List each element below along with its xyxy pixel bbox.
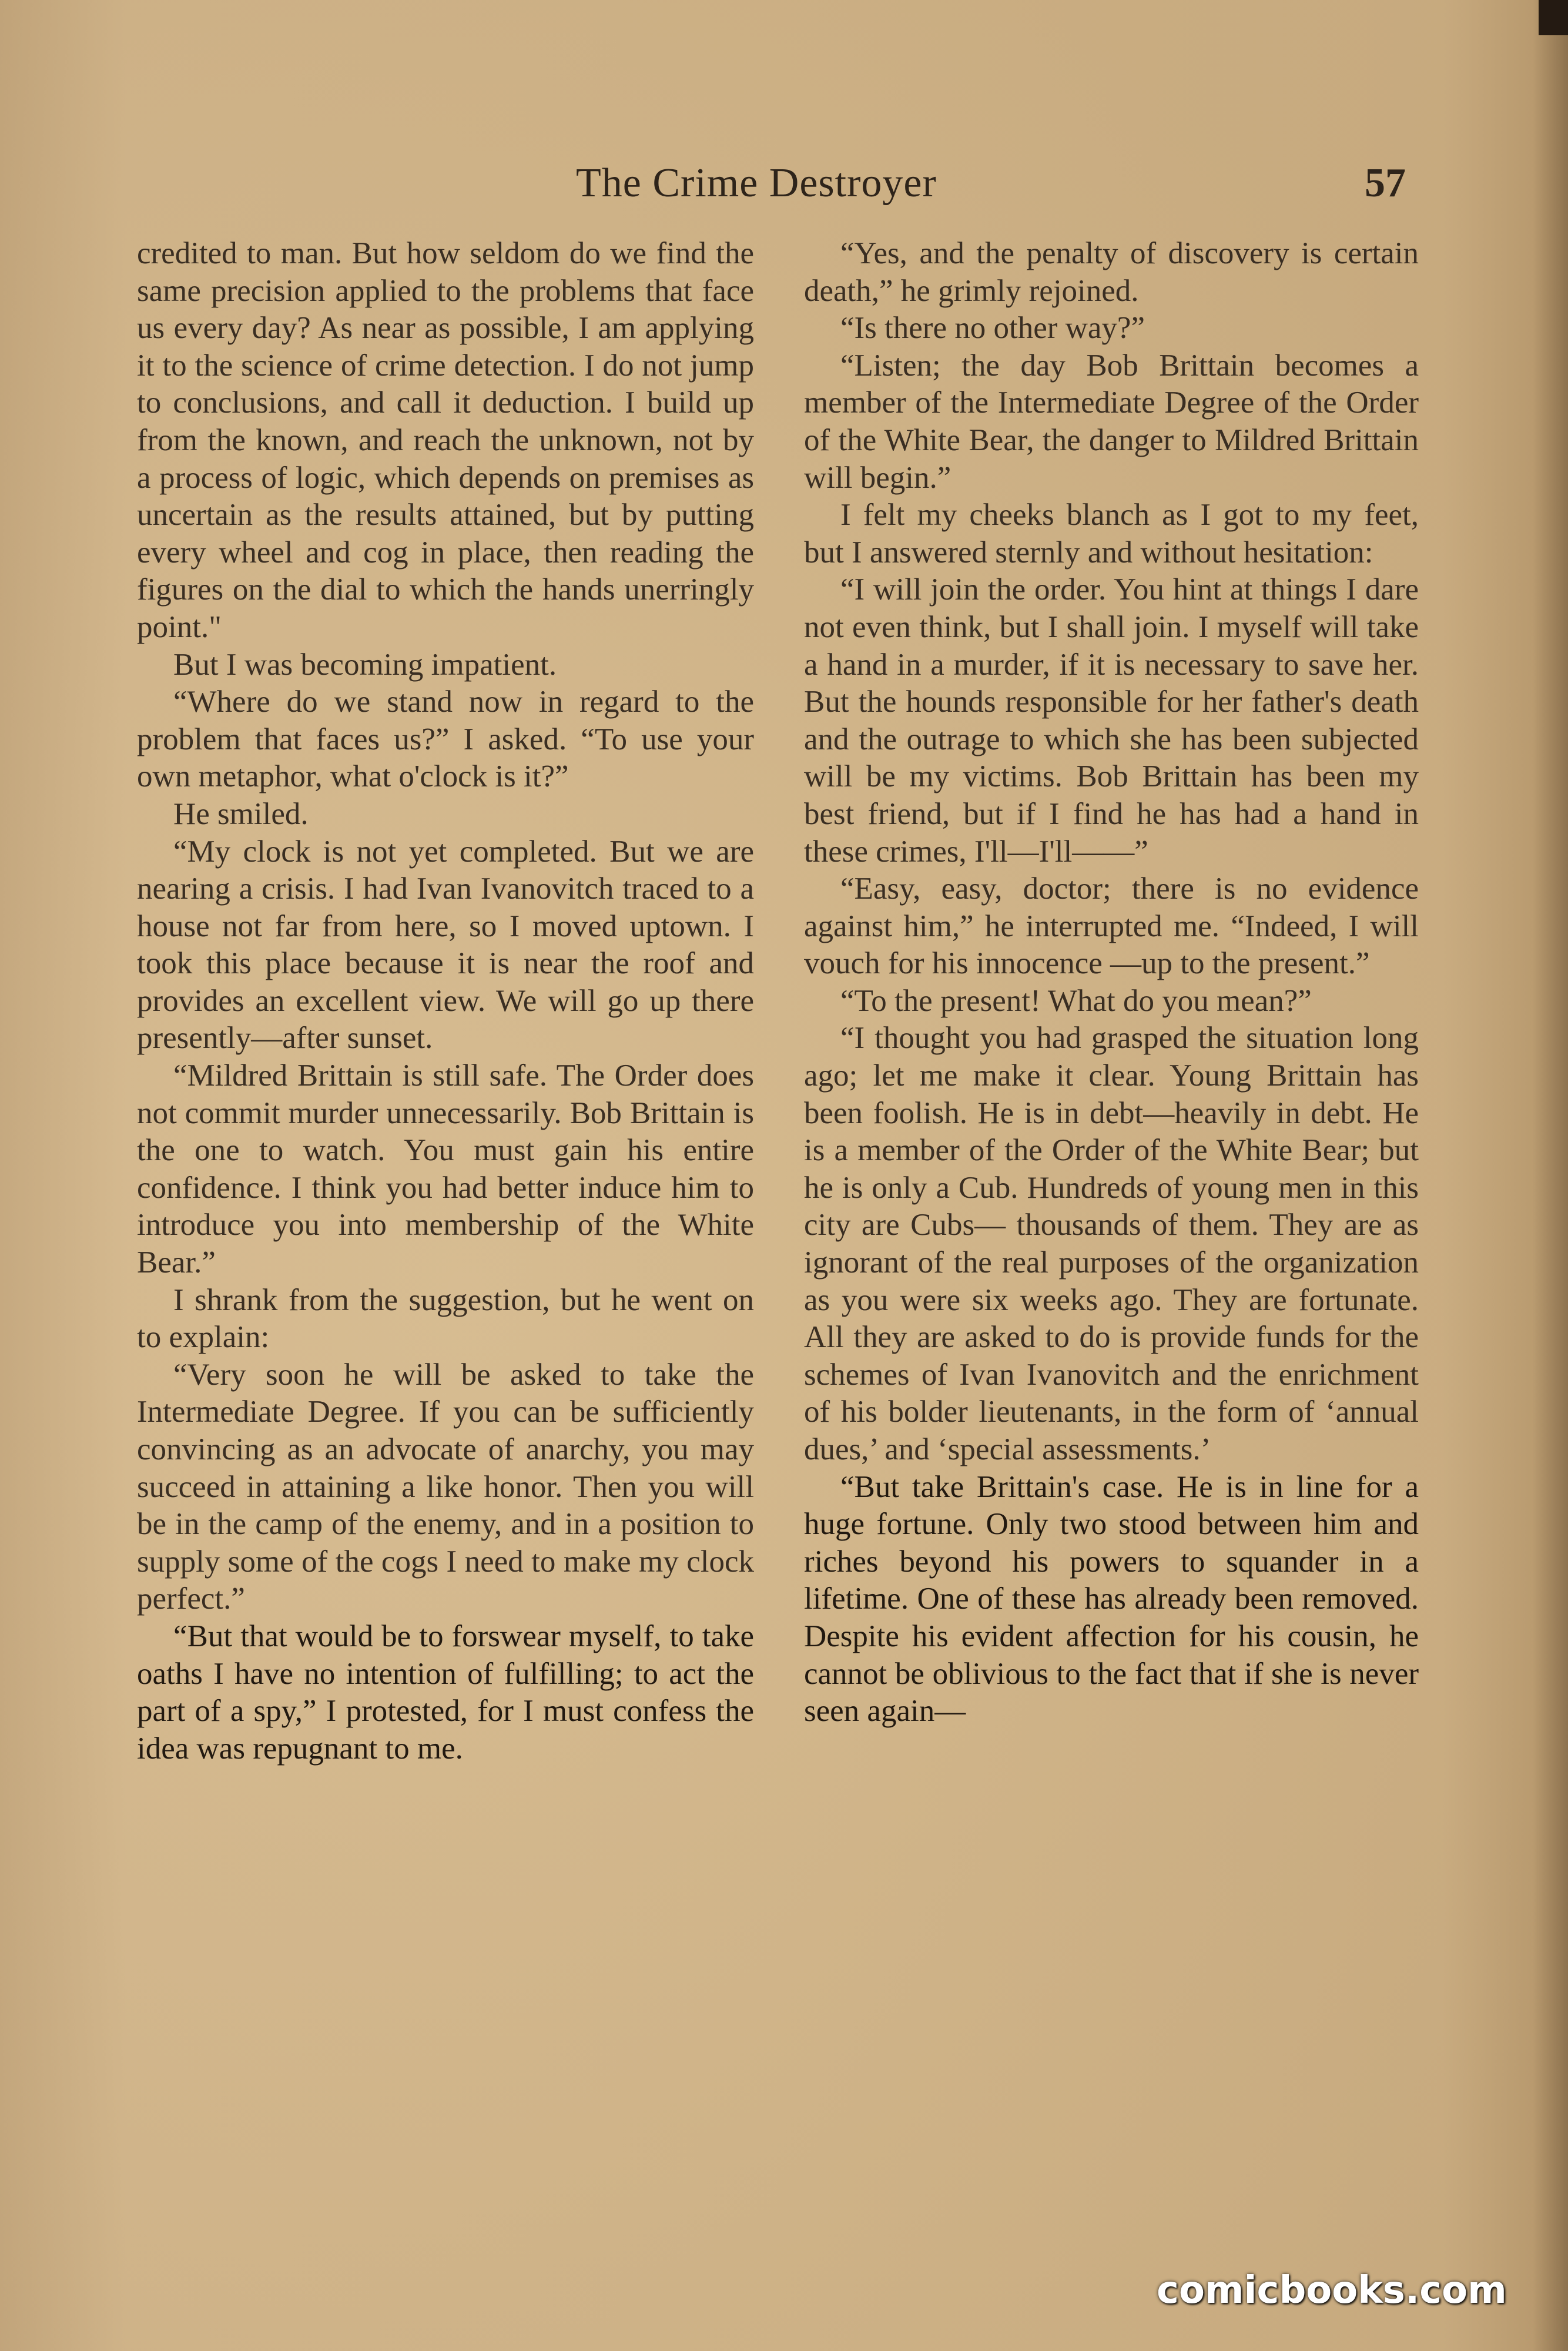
site-watermark: comicbooks.com xyxy=(1157,2269,1507,2312)
paragraph: “My clock is not yet completed. But we are nearing a crisis. I had Ivan Ivanovitch traced to a house not far from here, so I moved uptown. I took this place because it is near the roof and provides an excellent view. We will go up there presently—after sunset. xyxy=(137,834,754,1056)
page-edge-shadow xyxy=(1533,0,1568,2351)
left-column xyxy=(137,235,754,1767)
page-corner xyxy=(1539,0,1568,35)
paragraph: “Very soon he will be asked to take the Intermediate Degree. If you can be sufficiently convincing as an advocate of anarchy, you may succeed in attaining a like honor. Then you will be in the camp of the enemy, and in a position to supply some of the cogs I need to make my clock perfect.” xyxy=(137,1357,754,1616)
paragraph: He smiled. xyxy=(173,796,309,831)
paragraph: I felt my cheeks blanch as I got to my feet, but I answered sternly and without hesitation: xyxy=(804,498,1419,570)
paragraph: “Where do we stand now in regard to the problem that faces us?” I asked. “To use your own metaphor, what o'clock is it?” xyxy=(137,685,754,794)
paragraph: “But that would be to forswear myself, to take oaths I have no intention of fulfilling; to act the part of a spy,” I protested, for I must confess the idea was repugnant to me. xyxy=(137,1619,754,1766)
page-header xyxy=(0,160,1568,213)
paragraph: “But take Brittain's case. He is in line for a huge fortune. Only two stood between him and riches beyond his powers to squander in a lifetime. One of these has already been removed. Despite his evident affection for his cousin, he cannot be oblivious to the fact that if she is never seen again— xyxy=(804,1469,1419,1729)
right-column xyxy=(804,235,1419,1730)
paragraph: “Listen; the day Bob Brittain becomes a member of the Intermediate Degree of the Order of the White Bear, the danger to Mildred Brittain will begin.” xyxy=(804,348,1419,495)
paragraph: “Is there no other way?” xyxy=(840,311,1145,346)
paragraph: I shrank from the suggestion, but he went on to explain: xyxy=(137,1282,754,1355)
paragraph: “I thought you had grasped the situation long ago; let me make it clear. Young Brittain has been foolish. He is in debt—heavily in debt. He is a member of the Order of the White Bear; but he is only a Cub. Hundreds of young men in this city are Cubs— thousands of them. They are as ignorant of the real purposes of the organization as you were six weeks ago. They are fortunate. All they are asked to do is provide funds for the schemes of Ivan Ivanovitch and the enrichment of his bolder lieutenants, in the form of ‘annual dues,’ and ‘special assessments.’ xyxy=(804,1021,1419,1466)
paragraph: “Mildred Brittain is still safe. The Order does not commit murder unnecessarily. Bob Brittain is the one to watch. You must gain his entire confidence. I think you had better induce him to introduce you into membership of the White Bear.” xyxy=(137,1059,754,1280)
running-title: The Crime Destroyer xyxy=(576,160,937,206)
paragraph: “Yes, and the penalty of discovery is certain death,” he grimly rejoined. xyxy=(804,236,1419,308)
paragraph: But I was becoming impatient. xyxy=(173,647,557,682)
paragraph: “To the present! What do you mean?” xyxy=(840,983,1312,1018)
paragraph: “Easy, easy, doctor; there is no evidence against him,” he interrupted me. “Indeed, I will vouch for his innocence —up to the present.” xyxy=(804,872,1419,981)
paragraph: “I will join the order. You hint at things I dare not even think, but I shall join. I myself will take a hand in a murder, if it is necessary to save her. But the hounds responsible for her father's death and the outrage to which she has been subjected will be my victims. Bob Brittain has been my best friend, but if I find he has had a hand in these crimes, I'll—I'll——” xyxy=(804,572,1419,869)
paragraph: credited to man. But how seldom do we find the same precision applied to the problems that face us every day? As near as possible, I am applying it to the science of crime detection. I do not jump to conclusions, and call it deduction. I build up from the known, and reach the unknown, not by a process of logic, which depends on premises as uncertain as the results attained, but by putting every wheel and cog in place, then reading the figures on the dial to which the hands unerringly point." xyxy=(137,236,754,644)
page-number: 57 xyxy=(1365,160,1406,206)
